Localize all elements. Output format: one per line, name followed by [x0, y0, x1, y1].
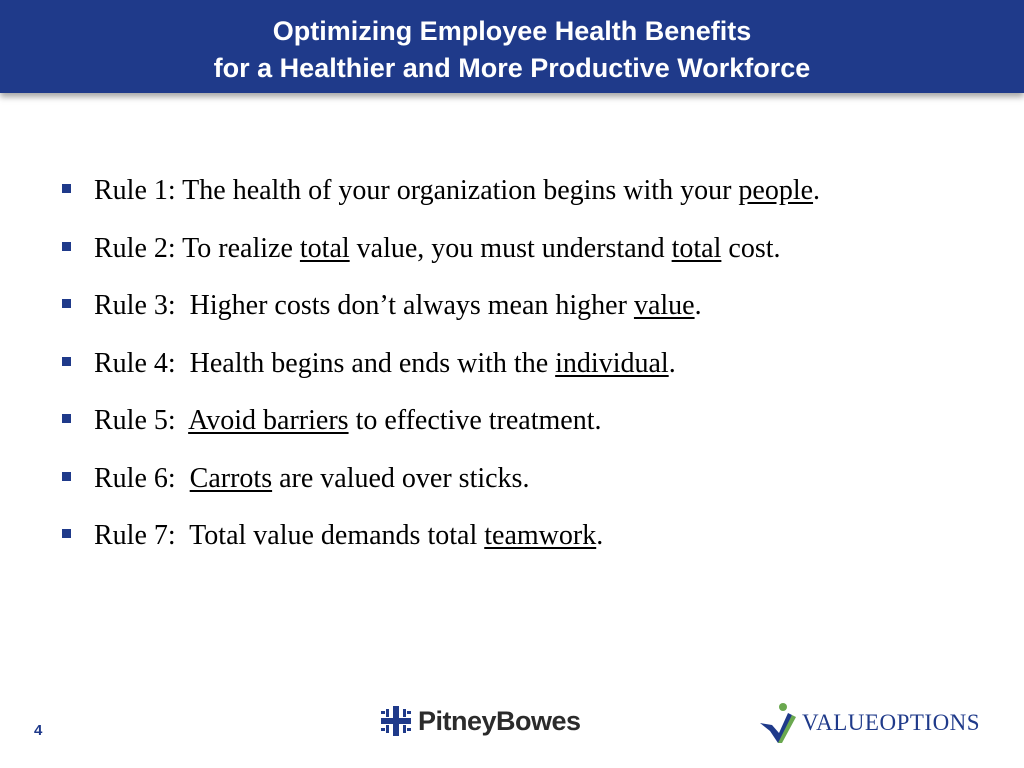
rules-list: [62, 170, 1002, 573]
page-number: 4: [34, 722, 43, 739]
rule-item-6: [62, 458, 1002, 516]
title-banner: [0, 0, 1024, 93]
rule-item-1: [62, 170, 1002, 228]
square-bullet-icon: [62, 414, 71, 423]
rule-text: Rule 4: Health begins and ends with the individual.: [94, 347, 676, 379]
square-bullet-icon: [62, 529, 71, 538]
rule-item-2: [62, 228, 1002, 286]
rule-item-5: [62, 400, 1002, 458]
pitney-bowes-wordmark: PitneyBowes: [418, 705, 581, 736]
checkmark-person-icon: [758, 701, 798, 745]
rule-text: Rule 2: To realize total value, you must understand total cost.: [94, 232, 781, 264]
rule-item-4: [62, 343, 1002, 401]
pitney-bowes-logo: [380, 703, 581, 739]
rule-text: Rule 7: Total value demands total teamwork.: [94, 520, 604, 551]
square-bullet-icon: [62, 299, 71, 308]
rule-item-7: [62, 515, 1002, 573]
square-bullet-icon: [62, 472, 71, 481]
rule-text: Rule 5: Avoid barriers to effective treatment.: [94, 405, 602, 436]
rule-item-3: [62, 285, 1002, 343]
pitney-bowes-mark-icon: [380, 705, 412, 737]
title-line-1: Optimizing Employee Health Benefits: [272, 16, 752, 46]
square-bullet-icon: [62, 242, 71, 251]
value-options-wordmark: VALUEOPTIONS: [802, 710, 981, 735]
square-bullet-icon: [62, 184, 71, 193]
title-line-2: for a Healthier and More Productive Workforce: [213, 53, 811, 83]
slide-title: [0, 13, 1024, 87]
rule-text: Rule 6: Carrots are valued over sticks.: [94, 462, 530, 494]
rule-text: Rule 3: Higher costs don’t always mean higher value.: [94, 290, 702, 321]
rule-text: Rule 1: The health of your organization begins with your people.: [94, 175, 821, 206]
square-bullet-icon: [62, 357, 71, 366]
value-options-logo: [758, 700, 980, 746]
